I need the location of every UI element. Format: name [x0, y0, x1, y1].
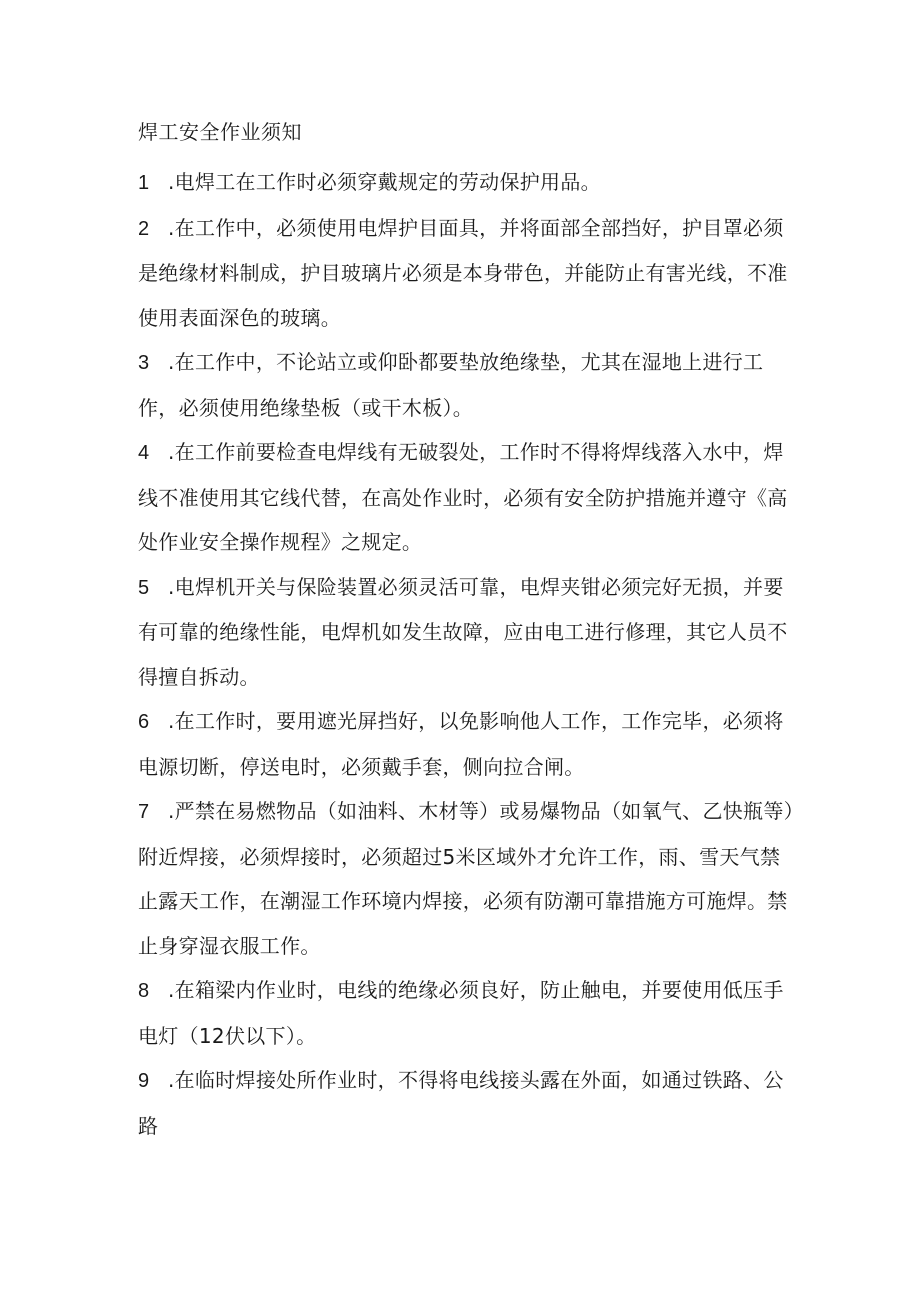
rule-number: 6 — [138, 711, 150, 733]
rule-number: 7 — [138, 801, 150, 823]
rule-item — [138, 789, 798, 968]
rule-list — [138, 160, 798, 1148]
rule-item — [138, 699, 798, 789]
rule-item — [138, 1058, 798, 1148]
rule-text: .在工作中，不论站立或仰卧都要垫放绝缘垫，尤其在湿地上进行工作，必须使用绝缘垫板（或干木板）。 — [138, 350, 764, 420]
rule-number: 4 — [138, 442, 150, 464]
rule-number: 3 — [138, 352, 150, 374]
rule-item — [138, 206, 798, 341]
rule-number: 5 — [138, 576, 150, 599]
rule-number: 1 — [138, 172, 150, 194]
rule-number: 9 — [138, 1070, 150, 1092]
rule-text: .严禁在易燃物品（如油料、木材等）或易爆物品（如氧气、乙快瓶等）附近焊接，必须焊接时，必须超过5米区域外才允许工作，雨、雪天气禁止露天工作，在潮湿工作环境内焊接，必须有防潮可靠措施方可施焊。禁止身穿湿衣服工作。 — [138, 799, 794, 958]
document-body — [138, 114, 798, 1148]
rule-text: .电焊机开关与保险装置必须灵活可靠，电焊夹钳必须完好无损，并要有可靠的绝缘性能，电焊机如发生故障，应由电工进行修理，其它人员不得擅自拆动。 — [138, 574, 788, 689]
rule-item — [138, 430, 798, 565]
rule-text: .在工作前要检查电焊线有无破裂处，工作时不得将焊线落入水中，焊线不准使用其它线代替，在高处作业时，必须有安全防护措施并遵守《高处作业安全操作规程》之规定。 — [138, 440, 788, 554]
rule-item — [138, 340, 798, 430]
rule-number: 2 — [138, 217, 150, 240]
rule-text: .在临时焊接处所作业时，不得将电线接头露在外面，如通过铁路、公路 — [138, 1068, 784, 1138]
document-title: 焊工安全作业须知 — [138, 120, 302, 144]
rule-number: 8 — [138, 980, 150, 1002]
rule-item — [138, 160, 798, 206]
rule-item — [138, 565, 798, 700]
rule-text: .在箱梁内作业时，电线的绝缘必须良好，防止触电，并要使用低压手电灯（12伏以下）。 — [138, 978, 784, 1048]
rule-text: .电焊工在工作时必须穿戴规定的劳动保护用品。 — [168, 170, 601, 194]
rule-text: .在工作中，必须使用电焊护目面具，并将面部全部挡好，护目罩必须是绝缘材料制成，护目玻璃片必须是本身带色，并能防止有害光线，不准使用表面深色的玻璃。 — [138, 215, 788, 330]
rule-item — [138, 968, 798, 1058]
rule-text: .在工作时，要用遮光屏挡好，以免影响他人工作，工作完毕，必须将电源切断，停送电时，必须戴手套，侧向拉合闸。 — [138, 709, 784, 779]
